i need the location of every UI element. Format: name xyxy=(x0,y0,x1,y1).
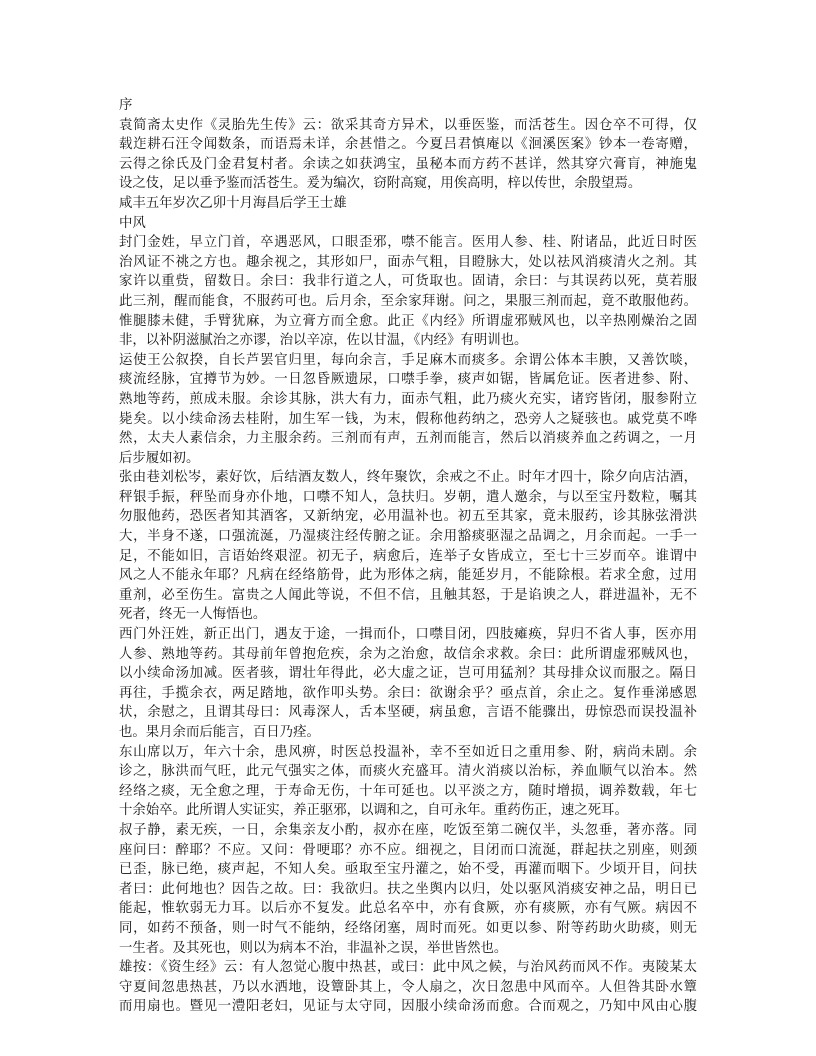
text-line: 人参、熟地等药。其母前年曾抱危疾，余为之治愈，故信余求救。余曰：此所谓虚邪贼风也， xyxy=(119,646,697,662)
text-line: 此三剂，醒而能食，不服药可也。后月余，至余家拜谢。问之，果服三剂而起，竟不敢服他药。 xyxy=(119,293,697,309)
text-line: 家许以重赀，留数日。余曰：我非行道之人，可货取也。固请，余曰：与其误药以死，莫若服 xyxy=(119,274,697,290)
text-line: 守夏间忽患热甚，乃以水洒地，设簟卧其上，令人扇之，次日忽患中风而卒。人但咎其卧水簟 xyxy=(119,979,697,995)
text-line: 后步履如初。 xyxy=(119,450,200,466)
text-line: 同，如药不预备，则一时气不能纳，经络闭塞，周时而死。如更以参、附等药助火助痰，则无 xyxy=(119,920,697,936)
text-line: 东山席以万，年六十余，患风痹，时医总投温补，幸不至如近日之重用参、附，病尚未剧。余 xyxy=(119,744,697,760)
text-line: 而用扇也。暨见一澧阳老妇，见证与太守同，因服小续命汤而愈。合而观之，乃知中风由心腹 xyxy=(119,999,697,1015)
text-line: 载迮耕石汪令闻数条，而语焉未详，余甚惜之。今夏吕君慎庵以《洄溪医案》钞本一卷寄赠， xyxy=(119,137,697,153)
text-line: 非，以补阴滋腻治之亦谬，治以辛凉，佐以甘温，《内经》有明训也。 xyxy=(119,333,528,349)
text-line: 叔子静，素无疾，一日，余集亲友小酌，叔亦在座，吃饭至第二碗仅半，头忽垂，著亦落。同 xyxy=(119,822,697,838)
text-line: 死者，终无一人悔悟也。 xyxy=(119,607,267,623)
text-line: 风之人不能永年耶？凡病在经络筋骨，此为形体之病，能延岁月，不能除根。若求全愈，过用 xyxy=(119,568,697,584)
text-line: 勿服他药，恐医者知其酒客，又新纳宠，必用温补也。初五至其家，竟未服药，诊其脉弦滑洪 xyxy=(119,509,697,525)
text-line: 经络之痰，无全愈之理，于寿命无伤，十年可延也。以平淡之方，随时增损，调养数载，年七 xyxy=(119,783,697,799)
text-line: 治风证不祧之方也。趣余视之，其形如尸，面赤气粗，目瞪脉大，处以祛风消痰清火之剂。其 xyxy=(119,254,697,270)
text-line: 熟地等药，煎成未服。余诊其脉，洪大有力，面赤气粗，此乃痰火充实，诸窍皆闭，服参附立 xyxy=(119,391,697,407)
text-line: 云得之徐氏及门金君复村者。余读之如获鸿宝，虽秘本而方药不甚详，然其穿穴膏肓，神施鬼 xyxy=(119,156,697,172)
text-line: 袁简斋太史作《灵胎先生传》云：欲采其奇方异术，以垂医鉴，而活苍生。因仓卒不可得，仅 xyxy=(119,117,697,133)
preface-heading: 序 xyxy=(119,98,133,113)
text-line: 者曰：此何地也？因告之故。曰：我欲归。扶之坐舆内以归，处以驱风消痰安神之品，明日已 xyxy=(119,881,697,897)
preface-signature: 咸丰五年岁次乙卯十月海昌后学王士雄 xyxy=(119,195,347,211)
text-line: 也。果月余而后能言，百日乃痊。 xyxy=(119,725,320,740)
text-line: 秤银手振，秤坠而身亦仆地，口噤不知人，急扶归。岁朝，遣人邀余，与以至宝丹数粒，嘱其 xyxy=(119,489,697,505)
text-line: 运使王公叙揆，自长芦罢官归里，每向余言，手足麻木而痰多。余谓公体本丰腴，又善饮啖， xyxy=(119,352,697,368)
text-line: 足，不能如旧，言语始终艰涩。初无子，病愈后，连举子女皆成立，至七十三岁而卒。谁谓中 xyxy=(119,548,697,564)
text-line: 毙矣。以小续命汤去桂附，加生军一钱，为末，假称他药纳之，恐旁人之疑骇也。戚党莫不哗 xyxy=(119,411,697,427)
document-page xyxy=(119,96,697,1017)
text-line: 一生者。及其死也，则以为病本不治，非温补之误，举世皆然也。 xyxy=(119,940,508,956)
text-line: 张由巷刘松岑，素好饮，后结酒友数人，终年聚饮，余戒之不止。时年才四十，除夕向店沽酒， xyxy=(119,470,697,486)
text-line: 重剂，必至伤生。富贵之人闻此等说，不但不信，且触其怒，于是谄谀之人，群进温补，无不 xyxy=(119,587,697,603)
text-line: 痰流经脉，宜撙节为妙。一日忽昏厥遗尿，口噤手拳，痰声如锯，皆属危证。医者进参、附、 xyxy=(119,372,697,388)
text-line: 诊之，脉洪而气旺，此元气强实之体，而痰火充盛耳。清火消痰以治标，养血顺气以治本。然 xyxy=(119,764,697,780)
text-line: 已歪，脉已绝，痰声起，不知人矣。亟取至宝丹灌之，始不受，再灌而咽下。少顷开目，问扶 xyxy=(119,862,697,878)
text-line: 状，余慰之，且谓其母曰：风毒深人，舌本坚硬，病虽愈，言语不能骤出，毋惊恐而误投温补 xyxy=(119,705,697,721)
text-line: 雄按：《资生经》云：有人忽觉心腹中热甚，或曰：此中风之候，与治风药而风不作。夷陵某太 xyxy=(119,960,697,976)
text-line: 十余始卒。此所谓人实证实，养正驱邪，以调和之，自可永年。重药伤正，速之死耳。 xyxy=(119,803,628,819)
text-line: 设之伎，足以垂予鉴而活苍生。爰为编次，窃附高窥，用俟高明，梓以传世，余殷望焉。 xyxy=(119,176,642,192)
text-line: 惟腿膝未健，手臂犹麻，为立膏方而全愈。此正《内经》所谓虚邪贼风也，以辛热刚燥治之固 xyxy=(119,313,697,329)
text-line: 座问曰：醉耶？不应。又问：骨哽耶？亦不应。细视之，目闭而口流涎，群起扶之别座，则颈 xyxy=(119,842,697,858)
text-line: 以小续命汤加减。医者骇，谓壮年得此，必大虚之证，岂可用猛剂？其母排众议而服之。隔日 xyxy=(119,666,697,682)
text-line: 然，太夫人素信余，力主服余药。三剂而有声，五剂而能言，然后以消痰养血之药调之，一月 xyxy=(119,431,697,447)
text-line: 封门金姓，早立门首，卒遇恶风，口眼歪邪，噤不能言。医用人参、桂、附诸品，此近日时医 xyxy=(119,235,697,251)
text-line: 西门外汪姓，新正出门，遇友于途，一揖而仆，口噤目闭，四肢瘫痪，舁归不省人事，医亦用 xyxy=(119,627,697,643)
text-line: 大，半身不遂，口强流涎，乃湿痰注经传腑之证。余用豁痰驱湿之品调之，月余而起。一手一 xyxy=(119,529,697,545)
text-line: 再往，手揽余衣，两足踏地，欲作叩头势。余曰：欲谢余乎？亟点首，余止之。复作垂涕感恩 xyxy=(119,685,697,701)
section-heading: 中风 xyxy=(119,215,146,231)
text-line: 能起，惟软弱无力耳。以后亦不复发。此总名卒中，亦有食厥，亦有痰厥，亦有气厥。病因不 xyxy=(119,901,697,917)
